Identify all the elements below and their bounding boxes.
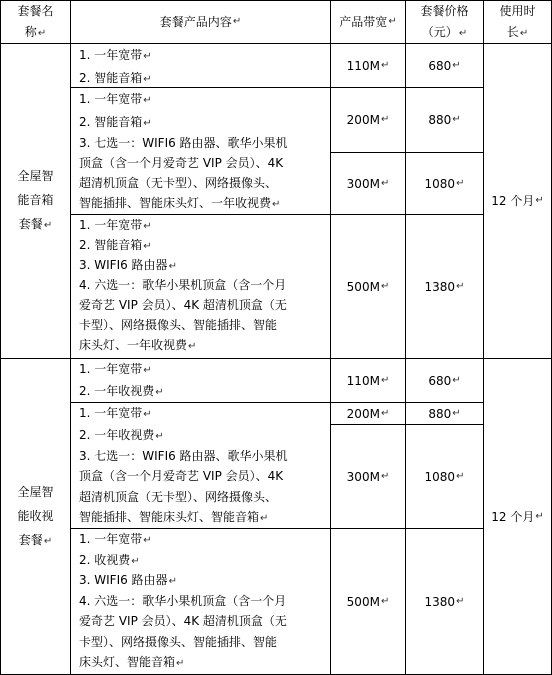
content-line: 卡型）、网络摄像头、智能插排、智能	[79, 318, 278, 332]
content-line: 智能插排、智能床头灯、一年收视费	[79, 196, 272, 210]
paragraph-mark-icon: ↵	[519, 27, 529, 39]
duration-value: 12 个月	[491, 194, 535, 208]
paragraph-mark-icon: ↵	[458, 27, 468, 39]
content-cell	[71, 44, 330, 87]
header-text: （元）	[421, 24, 458, 39]
bandwidth-cell	[331, 403, 405, 424]
price-value: 1080	[424, 469, 456, 484]
content-cell	[71, 88, 330, 214]
content-line: 超清机顶盒（无卡型）、网络摄像头、	[79, 176, 278, 190]
bandwidth-value: 300M	[346, 176, 380, 191]
paragraph-mark-icon: ↵	[456, 280, 465, 292]
paragraph-mark-icon: ↵	[143, 241, 152, 252]
paragraph-mark-icon: ↵	[388, 16, 397, 27]
bandwidth-value: 500M	[346, 279, 380, 294]
content-cell	[71, 529, 330, 674]
bandwidth-value: 200M	[346, 406, 380, 421]
paragraph-mark-icon: ↵	[380, 470, 390, 482]
header-text: 产品带宽	[339, 15, 388, 29]
content-line: 智能插排、智能床头灯、智能音箱	[79, 510, 260, 524]
price-cell	[406, 425, 483, 528]
bandwidth-cell	[331, 88, 405, 152]
price-value: 680	[428, 58, 452, 73]
content-line: 3. 七选一：WIFI6 路由器、歌华小果机	[79, 448, 288, 463]
price-value: 880	[428, 406, 452, 421]
paragraph-mark-icon: ↵	[176, 658, 185, 669]
header-duration	[484, 1, 551, 43]
paragraph-mark-icon: ↵	[143, 221, 152, 232]
paragraph-mark-icon: ↵	[380, 374, 390, 386]
price-cell	[406, 88, 483, 152]
content-line: 3. WIFI6 路由器	[79, 573, 168, 587]
content-cell	[71, 425, 330, 528]
price-cell	[406, 359, 483, 402]
paragraph-mark-icon: ↵	[452, 374, 461, 386]
paragraph-mark-icon: ↵	[456, 177, 465, 189]
bandwidth-value: 500M	[346, 594, 380, 609]
paragraph-mark-icon: ↵	[143, 51, 152, 62]
content-cell	[71, 359, 330, 402]
paragraph-mark-icon: ↵	[452, 407, 461, 419]
price-cell	[406, 44, 483, 87]
package-name-text: 套餐	[18, 532, 43, 547]
paragraph-mark-icon: ↵	[143, 535, 152, 546]
paragraph-mark-icon: ↵	[188, 341, 197, 352]
content-line: 4. 六选一：歌华小果机顶盒（含一个月	[79, 593, 287, 608]
content-line: 爱奇艺 VIP 会员）、4K 超清机顶盒（无	[79, 298, 287, 312]
content-line: 4. 六选一：歌华小果机顶盒（含一个月	[79, 278, 287, 292]
header-content	[71, 1, 330, 43]
price-value: 1380	[424, 279, 456, 294]
content-line: 2. 智能音箱	[79, 238, 143, 252]
header-text: 套餐产品内容	[159, 15, 232, 29]
header-text: 使用时	[499, 3, 536, 18]
paragraph-mark-icon: ↵	[143, 73, 152, 85]
bandwidth-value: 110M	[346, 373, 380, 388]
content-line: 3. WIFI6 路由器	[79, 258, 168, 272]
content-line: 2. 一年收视费	[79, 383, 155, 398]
content-line: 顶盒（含一个月爱奇艺 VIP 会员）、4K	[79, 156, 284, 170]
paragraph-mark-icon: ↵	[143, 117, 152, 129]
price-cell	[406, 529, 483, 674]
header-package-name	[1, 1, 70, 43]
paragraph-mark-icon: ↵	[380, 595, 390, 607]
paragraph-mark-icon: ↵	[456, 470, 465, 482]
package-name-text: 全屋智	[17, 484, 54, 499]
header-price	[406, 1, 483, 43]
content-cell	[71, 215, 330, 358]
content-line: 1. 一年宽带	[79, 218, 143, 232]
header-text: 称	[24, 24, 37, 39]
content-line: 1. 一年宽带	[79, 48, 143, 62]
content-line: 1. 一年宽带	[79, 362, 143, 376]
paragraph-mark-icon: ↵	[380, 407, 390, 419]
paragraph-mark-icon: ↵	[232, 16, 242, 27]
paragraph-mark-icon: ↵	[43, 220, 53, 231]
bandwidth-cell	[331, 359, 405, 402]
paragraph-mark-icon: ↵	[380, 177, 390, 189]
content-line: 3. 七选一：WIFI6 路由器、歌华小果机	[79, 136, 288, 150]
paragraph-mark-icon: ↵	[143, 95, 152, 106]
paragraph-mark-icon: ↵	[143, 365, 152, 376]
paragraph-mark-icon: ↵	[37, 27, 47, 39]
price-cell	[406, 215, 483, 358]
content-line: 2. 收视费	[79, 552, 131, 567]
bandwidth-value: 300M	[346, 469, 380, 484]
bandwidth-cell	[331, 153, 405, 214]
header-text: 长	[506, 24, 519, 39]
paragraph-mark-icon: ↵	[380, 280, 390, 292]
package-name-text: 能收视	[17, 508, 54, 523]
content-line: 2. 智能音箱	[79, 70, 143, 85]
content-line: 床头灯、一年收视费	[79, 338, 188, 352]
paragraph-mark-icon: ↵	[452, 114, 461, 125]
package-name-text: 全屋智	[17, 169, 54, 183]
content-line: 2. 智能音箱	[79, 114, 143, 129]
content-line: 床头灯、智能音箱	[79, 655, 176, 669]
content-line: 卡型）、网络摄像头、智能插排、智能	[79, 634, 278, 649]
bandwidth-cell	[331, 529, 405, 674]
package-name-text: 套餐	[18, 217, 43, 231]
bandwidth-value: 200M	[346, 113, 380, 127]
price-cell	[406, 153, 483, 214]
bandwidth-cell	[331, 425, 405, 528]
price-value: 1380	[424, 594, 456, 609]
paragraph-mark-icon: ↵	[535, 510, 544, 522]
content-cell	[71, 403, 330, 424]
package-name-cell	[1, 44, 70, 358]
paragraph-mark-icon: ↵	[535, 195, 544, 206]
header-text: 套餐价格	[420, 3, 469, 18]
content-line: 1. 一年宽带	[79, 532, 143, 546]
price-cell	[406, 403, 483, 424]
paragraph-mark-icon: ↵	[155, 386, 164, 398]
paragraph-mark-icon: ↵	[131, 555, 140, 567]
price-value: 680	[428, 373, 452, 388]
content-line: 爱奇艺 VIP 会员）、4K 超清机顶盒（无	[79, 614, 287, 628]
bandwidth-cell	[331, 215, 405, 358]
price-value: 1080	[424, 176, 456, 191]
package-name-cell	[1, 359, 70, 674]
duration-cell	[484, 359, 551, 674]
content-line: 2. 一年收视费	[79, 428, 155, 442]
paragraph-mark-icon: ↵	[260, 513, 269, 524]
header-bandwidth	[331, 1, 405, 43]
bandwidth-value: 110M	[346, 58, 380, 73]
content-line: 超清机顶盒（无卡型）、网络摄像头、	[79, 489, 278, 504]
paragraph-mark-icon: ↵	[452, 59, 461, 71]
price-value: 880	[428, 113, 452, 127]
duration-cell	[484, 44, 551, 358]
paragraph-mark-icon: ↵	[168, 261, 177, 272]
header-text: 套餐名	[17, 3, 54, 18]
paragraph-mark-icon: ↵	[456, 595, 465, 607]
bandwidth-cell	[331, 44, 405, 87]
content-line: 1. 一年宽带	[79, 92, 143, 106]
package-name-text: 能音箱	[17, 193, 54, 207]
paragraph-mark-icon: ↵	[143, 409, 152, 420]
paragraph-mark-icon: ↵	[380, 59, 390, 71]
paragraph-mark-icon: ↵	[272, 199, 281, 210]
paragraph-mark-icon: ↵	[380, 114, 390, 125]
content-line: 顶盒（含一个月爱奇艺 VIP 会员）、4K	[79, 469, 284, 483]
paragraph-mark-icon: ↵	[155, 431, 164, 442]
paragraph-mark-icon: ↵	[168, 576, 177, 587]
paragraph-mark-icon: ↵	[43, 535, 53, 547]
content-line: 1. 一年宽带	[79, 406, 143, 420]
duration-value: 12 个月	[491, 509, 535, 524]
